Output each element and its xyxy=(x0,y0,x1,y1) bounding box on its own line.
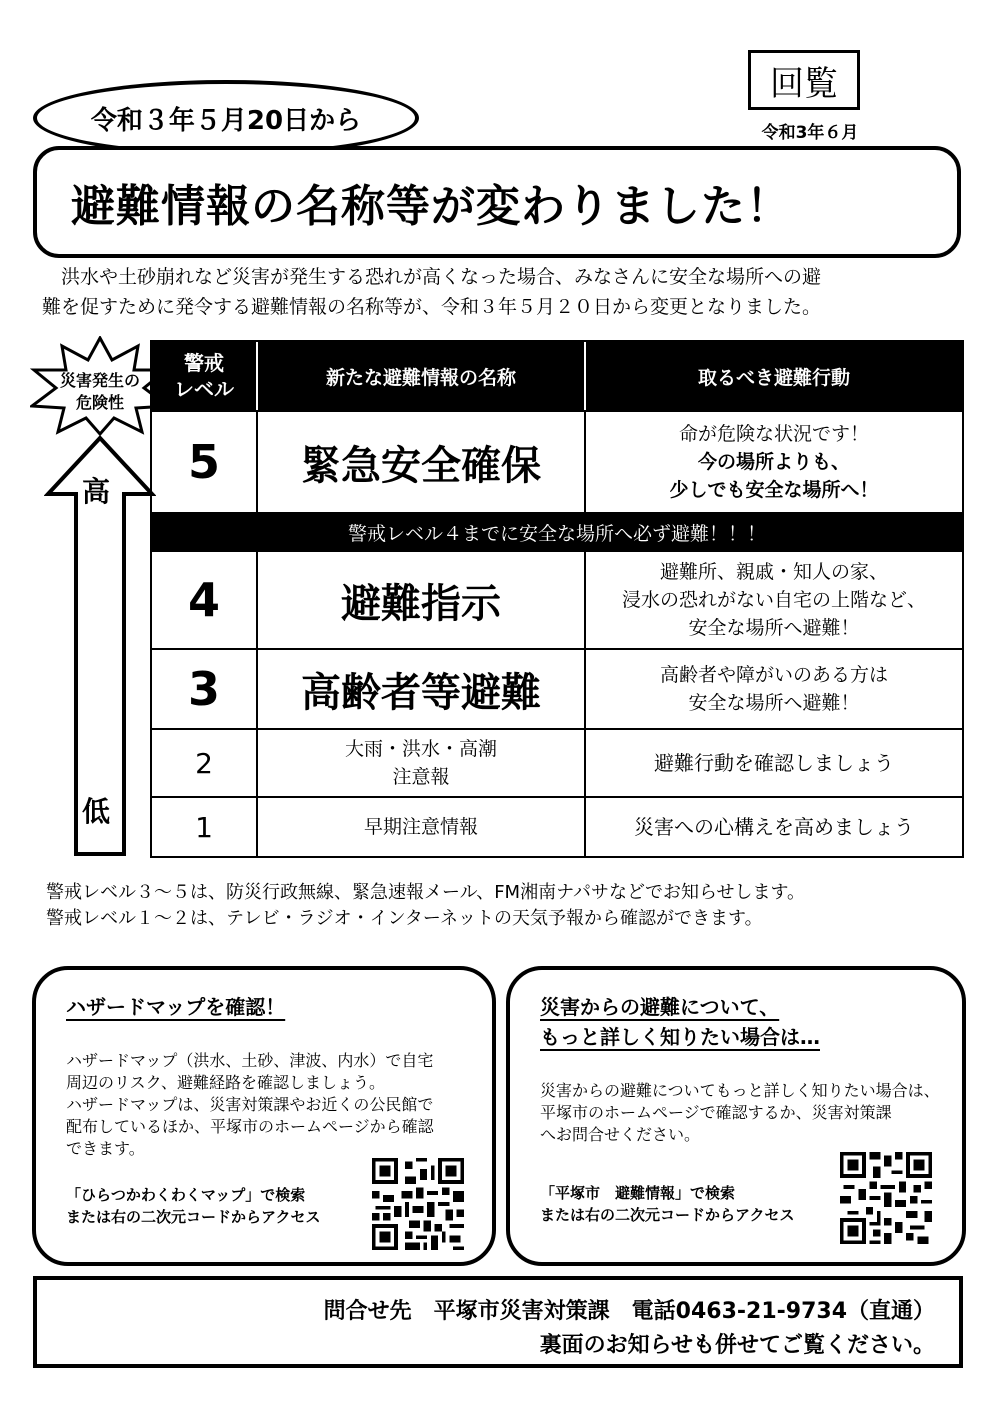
header-action: 取るべき避難行動 xyxy=(697,366,850,389)
footer-line: 「ひらつかわくわくマップ」で検索 xyxy=(66,1186,306,1204)
page-title: 避難情報の名称等が変わりました！ xyxy=(33,146,961,258)
header-level-line: レベル xyxy=(174,377,234,401)
table-row xyxy=(152,650,962,730)
header-name: 新たな避難情報の名称 xyxy=(258,342,586,410)
table-row xyxy=(152,730,962,798)
level-action: 避難行動を確認しましょう xyxy=(654,751,894,775)
action-line: 今の場所よりも、 xyxy=(697,451,850,473)
level-action: 災害への心構えを高めましょう xyxy=(634,815,914,839)
intro-text xyxy=(42,262,952,322)
qr-code-icon[interactable] xyxy=(372,1158,464,1250)
body-line: ハザードマップ（洪水、土砂、津波、内水）で自宅 xyxy=(66,1051,434,1070)
action-line: 浸水の恐れがない自宅の上階など、 xyxy=(621,589,926,611)
alert-level-table xyxy=(150,340,964,858)
table-row xyxy=(152,412,962,514)
level-action xyxy=(586,650,962,728)
header-level xyxy=(152,342,258,410)
footer-line: または右の二次元コードからアクセス xyxy=(66,1208,321,1226)
title-line: 災害からの避難について、 xyxy=(540,995,780,1019)
level-name xyxy=(258,730,586,796)
footer-line: または右の二次元コードからアクセス xyxy=(540,1206,795,1224)
high-label: 高 xyxy=(82,475,111,508)
level-action xyxy=(586,552,962,648)
effective-date-oval: 令和３年５月20日から xyxy=(33,80,419,156)
name-line: 大雨・洪水・高潮 xyxy=(344,738,497,760)
info-box-footer xyxy=(540,1182,795,1226)
action-line: 命が危険な状況です！ xyxy=(678,423,869,445)
action-line: 安全な場所へ避難！ xyxy=(688,692,860,714)
level-number: 2 xyxy=(152,730,258,796)
contact-line: 問合せ先 平塚市災害対策課 電話0463-21-9734（直通） xyxy=(323,1299,935,1324)
body-line: 周辺のリスク、避難経路を確認しましょう。 xyxy=(66,1073,386,1092)
note-line: 警戒レベル３～５は、防災行政無線、緊急速報メール、FM湘南ナパサなどでお知らせします。 xyxy=(46,882,806,903)
table-row xyxy=(152,552,962,650)
action-line: 高齢者や障がいのある方は xyxy=(659,664,888,686)
action-line: 少しでも安全な場所へ！ xyxy=(669,479,879,501)
level-number: 4 xyxy=(152,552,258,648)
contact-box xyxy=(33,1276,963,1368)
hazard-map-box xyxy=(32,966,496,1266)
note-line: 警戒レベル１～２は、テレビ・ラジオ・インターネットの天気予報から確認ができます。 xyxy=(46,908,763,929)
info-box-title xyxy=(540,992,820,1052)
level-name: 早期注意情報 xyxy=(258,798,586,856)
circulation-stamp: 回覧 xyxy=(748,50,860,110)
notes xyxy=(46,880,976,932)
level-number: 1 xyxy=(152,798,258,856)
evacuation-info-box xyxy=(506,966,966,1266)
table-header xyxy=(152,342,962,412)
title-line: もっと詳しく知りたい場合は… xyxy=(540,1025,820,1049)
hazard-box-footer xyxy=(66,1184,321,1228)
body-line: ハザードマップは、災害対策課やお近くの公民館で xyxy=(66,1095,434,1114)
body-line: 平塚市のホームページで確認するか、災害対策課 xyxy=(540,1103,892,1122)
badge-line: 災害発生の xyxy=(59,371,140,390)
qr-code-icon[interactable] xyxy=(840,1152,932,1244)
hazard-box-title: ハザードマップを確認！ xyxy=(66,995,286,1019)
intro-line: 難を促すために発令する避難情報の名称等が、令和３年５月２０日から変更となりました。 xyxy=(42,296,822,318)
body-line: できます。 xyxy=(66,1139,145,1158)
header-level-line: 警戒 xyxy=(184,351,224,375)
hazard-box-body xyxy=(66,1050,486,1160)
level-name: 高齢者等避難 xyxy=(258,650,586,728)
action-line: 避難所、親戚・知人の家、 xyxy=(659,561,888,583)
low-label: 低 xyxy=(82,795,111,828)
intro-line: 洪水や土砂崩れなど災害が発生する恐れが高くなった場合、みなさんに安全な場所への避 xyxy=(42,266,822,288)
issue-date: 令和3年６月 xyxy=(761,123,859,143)
contact-line: 裏面のお知らせも併せてご覧ください。 xyxy=(539,1333,935,1358)
danger-badge-label xyxy=(30,370,170,414)
body-line: 災害からの避難についてもっと詳しく知りたい場合は、 xyxy=(540,1081,940,1100)
badge-line: 危険性 xyxy=(75,393,124,412)
footer-line: 「平塚市 避難情報」で検索 xyxy=(540,1184,736,1202)
body-line: へお問合せください。 xyxy=(540,1125,701,1144)
name-line: 注意報 xyxy=(392,766,450,788)
info-box-body xyxy=(540,1080,960,1146)
evacuation-banner: 警戒レベル４までに安全な場所へ必ず避難！！！ xyxy=(152,514,962,552)
level-number: 5 xyxy=(152,412,258,512)
level-name: 避難指示 xyxy=(258,552,586,648)
level-number: 3 xyxy=(152,650,258,728)
body-line: 配布しているほか、平塚市のホームページから確認 xyxy=(66,1117,434,1136)
level-name: 緊急安全確保 xyxy=(258,412,586,512)
action-line: 安全な場所へ避難！ xyxy=(688,617,860,639)
level-action xyxy=(586,412,962,512)
table-row xyxy=(152,798,962,856)
